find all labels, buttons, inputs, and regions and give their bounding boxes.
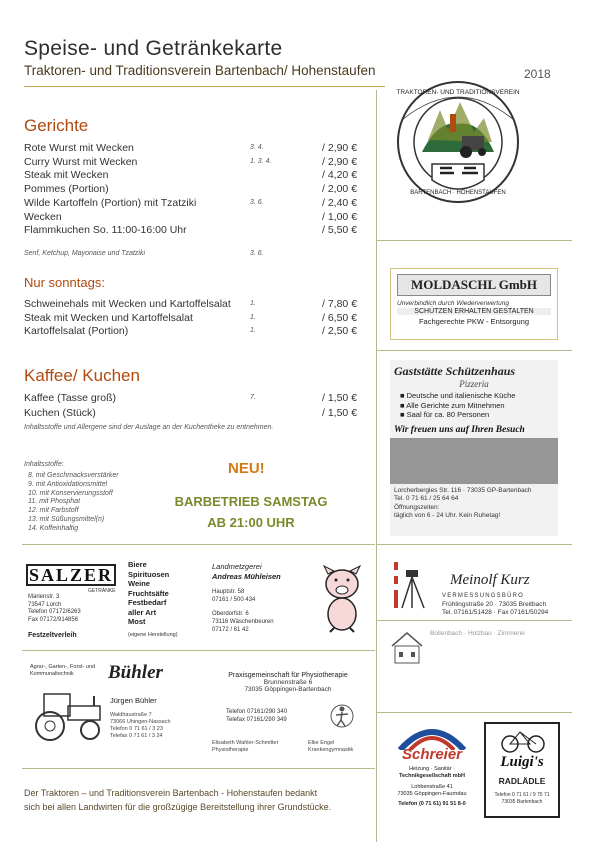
menu-item-name: Kartoffelsalat (Portion): [24, 325, 129, 338]
physio-fax: Telefax 07161/290 349: [226, 717, 287, 723]
schuetzenhaus-bullet-2-text: Alle Gerichte zum Mitnehmen: [406, 400, 505, 410]
divider-left-2: [22, 650, 375, 651]
schreier-line2: Technikgesellschaft mbH: [399, 773, 465, 779]
salzer-fax: Fax 07172/914856: [28, 616, 79, 623]
schuetzenhaus-bullet-1-text: Deutsche und italienische Küche: [406, 391, 516, 400]
salzer-note: (eigene Herstellung): [128, 632, 178, 638]
salzer-product: Weine: [128, 579, 150, 588]
inhaltsstoff-item: 13. mit Süßungsmittel(n): [28, 516, 105, 523]
schreier-city: 73035 Göppingen-Faurndau: [397, 791, 467, 797]
divider-left-1: [22, 544, 375, 545]
ad-physio: [206, 660, 370, 764]
buehler-contact-line: 73066 Uhingen-Nassach: [110, 719, 171, 725]
salzer-product: Fruchtsäfte: [128, 588, 169, 598]
extras-name: Senf, Ketchup, Mayonaise und Tzatziki: [24, 250, 146, 257]
ad-radlaedle: [484, 722, 560, 818]
menu-item: [24, 197, 364, 210]
section-heading-sonntags: Nur sonntags:: [24, 275, 105, 290]
menu-item-additives: 1.: [250, 327, 256, 335]
ad-schuetzenhaus: [390, 360, 558, 536]
menu-item-additives: 1.: [250, 313, 256, 321]
moldaschl-service: Fachgerechte PKW - Entsorgung: [418, 317, 530, 326]
svg-text:BARTENBACH · HOHENSTAUFEN: BARTENBACH · HOHENSTAUFEN: [410, 190, 506, 196]
salzer-address: Marienstr. 3: [28, 594, 60, 600]
salzer-product: Biere: [128, 560, 147, 569]
menu-item-price: / 2,40 €: [322, 196, 358, 209]
extras-line: [24, 250, 264, 257]
menu-item: [24, 156, 364, 169]
divider-right-2: [376, 544, 572, 545]
menu-item: [24, 325, 364, 338]
radlaedle-city: 73035 Bartenbach: [501, 799, 543, 805]
buehler-contact-line: Waldhaustraße 7: [110, 712, 152, 718]
menu-item-name: Pommes (Portion): [24, 183, 109, 196]
schreier-line1: Heizung · Sanitär ·: [409, 766, 455, 772]
divider-right-1: [376, 350, 572, 351]
promo-line-1: BARBETRIEB SAMSTAG: [174, 494, 328, 509]
menu-item-price: / 2,00 €: [322, 183, 358, 196]
schuetzenhaus-sub: Pizzeria: [459, 379, 489, 389]
physio-street: Brunnenstraße 6: [263, 679, 313, 686]
holzbau-text: Bollenbach · Holzbau · Zimmerei: [430, 630, 525, 637]
buehler-contact-line: Telefon 0 71 61 / 3 23: [110, 726, 163, 732]
menu-item-price: / 1,50 €: [322, 392, 358, 404]
muehleisen-phone2: 07172 / 61 42: [212, 627, 249, 633]
muehleisen-name: Andreas Mühleisen: [212, 571, 281, 581]
promo-new: NEU!: [228, 460, 265, 477]
vermessung-signature: Meinolf Kurz: [450, 572, 530, 588]
menu-item-name: Steak mit Wecken und Kartoffelsalat: [24, 311, 193, 324]
menu-item-name: Kaffee (Tasse groß): [24, 392, 117, 404]
schuetzenhaus-hours: täglich von 6 - 24 Uhr. Kein Ruhetag!: [394, 512, 501, 519]
radlaedle-phone: Telefon 0 71 61 / 9 75 71: [494, 792, 550, 798]
ad-salzer: [24, 558, 192, 642]
radlaedle-logo: Luigi's: [500, 754, 544, 770]
menu-item-price: / 2,90 €: [322, 155, 358, 168]
divider-right-4: [376, 712, 572, 713]
divider-right-0: [376, 240, 572, 241]
menu-item-additives: 7.: [250, 394, 256, 401]
salzer-city: 73547 Lorch: [28, 601, 62, 608]
inhaltsstoff-item: 9. mit Antioxidationsmittel: [28, 480, 108, 488]
menu-item: [24, 169, 364, 182]
schuetzenhaus-address: Lorcherbergles Str. 116 · 73035 GP-Bartenbach: [394, 486, 532, 494]
schuetzenhaus-photo: [390, 438, 558, 484]
moldaschl-motto: SCHÜTZEN ERHALTEN GESTALTEN: [397, 308, 551, 315]
ad-schreier: [388, 720, 476, 820]
schreier-phone: Telefon (0 71 61) 91 51 8-0: [398, 801, 466, 807]
schuetzenhaus-bullet-2: ■ Alle Gerichte zum Mitnehmen: [400, 400, 505, 410]
ad-holzbau: [390, 628, 562, 668]
schuetzenhaus-phone: Tel. 0 71 61 / 25 64 64: [394, 495, 459, 502]
ad-buehler: [24, 660, 194, 764]
physio-person2: Elke Engel: [308, 740, 335, 746]
year: 2018: [524, 67, 551, 81]
page-subtitle: Traktoren- und Traditionsverein Bartenbach/ Hohenstaufen: [24, 63, 376, 78]
menu-item: [24, 312, 364, 325]
footer-text: [24, 786, 331, 814]
salzer-product: Spirituosen: [128, 569, 170, 579]
menu-item-additives: 3. 4.: [250, 144, 264, 151]
menu-item-price: / 7,80 €: [322, 298, 358, 310]
section-heading-gerichte: Gerichte: [24, 116, 89, 135]
physio-person1-role: Physiotherapie: [212, 747, 249, 753]
ad-muehleisen: [206, 556, 370, 644]
muehleisen-city2: 73116 Wäschenbeuren: [212, 619, 274, 625]
promo-line-2: AB 21:00 UHR: [207, 515, 295, 530]
menu-item-price: / 1,00 €: [322, 210, 358, 223]
schuetzenhaus-hours-label: Öffnungszeiten:: [394, 503, 440, 511]
schuetzenhaus-bullet-3-text: Saal für ca. 80 Personen: [406, 410, 490, 419]
surveying-tripod-icon: [390, 560, 430, 615]
tractor-icon: [28, 686, 106, 747]
menu-item-additives: 1.: [250, 300, 256, 307]
menu-item-name: Curry Wurst mit Wecken: [24, 155, 138, 168]
inhaltsstoff-item: 8. mit Geschmacksverstärker: [28, 472, 119, 479]
vermessung-address: Frühlingstraße 20 · 73035 Breitbach: [442, 601, 547, 608]
menu-item-name: Wecken: [24, 210, 62, 223]
buehler-logo: Bühler: [108, 662, 163, 683]
extras-additives: 3. 6.: [250, 250, 264, 257]
kaffee-note: Inhaltsstoffe und Allergene sind der Auslage an der Kuchentheke zu entnehmen.: [24, 424, 274, 431]
schreier-logo: Schreier: [401, 746, 463, 763]
schuetzenhaus-bullet-1: ■ Deutsche und italienische Küche: [400, 391, 516, 400]
pig-mascot-icon: [318, 564, 366, 643]
divider-vertical: [376, 90, 377, 842]
menu-item-name: Flammkuchen So. 11:00-16:00 Uhr: [24, 224, 187, 237]
schuetzenhaus-bullet-3: ■ Saal für ca. 80 Personen: [400, 410, 490, 419]
muehleisen-title: Landmetzgerei: [212, 562, 262, 571]
inhaltsstoff-item: 14. Koffeinhaltig: [28, 524, 79, 532]
schuetzenhaus-name: Gaststätte Schützenhaus: [394, 364, 516, 378]
menu-item: [24, 142, 364, 155]
schuetzenhaus-welcome: Wir freuen uns auf Ihren Besuch: [394, 424, 525, 435]
vermessung-contact: Tel. 07161/51428 · Fax 07161/50294: [442, 609, 549, 616]
buehler-person: Jürgen Bühler: [110, 696, 157, 705]
muehleisen-street: Hauptstr. 58: [212, 589, 245, 595]
club-seal-logo: [388, 80, 528, 210]
menu-item: [24, 224, 364, 237]
footer-line-2: sich bei allen Landwirten für die großzügige Bereitstellung ihrer Grundstücke.: [24, 802, 332, 812]
salzer-service: Festzeltverleih: [28, 632, 77, 639]
muehleisen-town2: Oberdorfstr. 6: [212, 611, 249, 617]
physio-figure-icon: [330, 702, 354, 735]
menu-item: [24, 211, 364, 224]
menu-item-name: Kuchen (Stück): [24, 406, 96, 419]
menu-item-name: Steak mit Wecken: [24, 169, 109, 182]
inhaltsstoff-item: 12. mit Farbstoff: [28, 507, 79, 515]
salzer-product: aller Art: [128, 607, 157, 617]
physio-tel: Telefon 07161/290 340: [226, 709, 288, 715]
inhaltsstoffe-heading: Inhaltsstoffe:: [24, 461, 64, 468]
divider-left-3: [22, 768, 375, 769]
menu-item-price: / 2,90 €: [322, 142, 358, 154]
moldaschl-name: MOLDASCHL GmbH: [397, 274, 551, 296]
physio-city: 73035 Göppingen-Bartenbach: [244, 686, 332, 693]
header-rule: [24, 86, 385, 87]
inhaltsstoff-item: 10. mit Konservierungsstoff: [28, 489, 113, 497]
salzer-product: Most: [128, 617, 146, 626]
radlaedle-label: RADLÄDLE: [498, 776, 546, 786]
menu-item-price: / 2,50 €: [322, 325, 358, 338]
section-heading-kaffee: Kaffee/ Kuchen: [24, 366, 140, 385]
physio-person2-role: Krankengymnastik: [308, 747, 354, 753]
inhaltsstoff-item: 11. mit Phosphat: [28, 498, 81, 506]
muehleisen-phone1: 07161 / 500 434: [212, 597, 256, 603]
salzer-product: Festbedarf: [128, 598, 167, 607]
menu-item-additives: 3. 6.: [250, 198, 264, 206]
salzer-tag: GETRÄNKE: [88, 588, 116, 594]
schreier-street: Lohbenstraße 41: [411, 784, 453, 790]
buehler-tagline: Agrar-, Garten-, Forst- und Kommunaltechnik: [30, 664, 96, 677]
ad-moldaschl: [390, 268, 558, 340]
menu-item-price: / 5,50 €: [322, 224, 358, 237]
svg-text:TRAKTOREN- UND TRADITIONSVEREI: TRAKTOREN- UND TRADITIONSVEREIN: [396, 89, 520, 96]
footer-line-1: Der Traktoren – und Traditionsverein Bartenbach - Hohenstaufen bedankt: [24, 788, 318, 798]
ad-vermessung: [390, 560, 562, 616]
house-icon: [390, 630, 424, 671]
menu-item-name: Rote Wurst mit Wecken: [24, 142, 134, 154]
menu-item-price: / 4,20 €: [322, 169, 358, 182]
menu-item: [24, 392, 364, 405]
moldaschl-slogan: Unverbindlich durch Wiederverwertung: [397, 300, 509, 307]
physio-person1: Elisabeth Wahler-Schmitter: [212, 740, 279, 746]
menu-item-name: Wilde Kartoffeln (Portion) mit Tzatziki: [24, 196, 197, 209]
salzer-tel: Telefon 07172/6263: [28, 609, 81, 615]
menu-item-name: Schweinehals mit Wecken und Kartoffelsalat: [24, 298, 231, 310]
vermessung-label: VERMESSUNGSBÜRO: [442, 593, 525, 599]
menu-item: [24, 183, 364, 196]
menu-item-price: / 6,50 €: [322, 311, 358, 324]
salzer-logo: SALZER: [26, 564, 116, 586]
menu-item-price: / 1,50 €: [322, 406, 358, 419]
menu-item-additives: 1. 3. 4.: [250, 157, 272, 165]
menu-item: [24, 298, 364, 311]
divider-right-3: [376, 620, 572, 621]
physio-title: Praxisgemeinschaft für Physiotherapie: [228, 672, 348, 679]
menu-item: [24, 407, 364, 420]
buehler-contact-line: Telefax 0 71 61 / 3 24: [110, 733, 163, 739]
page-title: Speise- und Getränkekarte: [24, 37, 283, 60]
